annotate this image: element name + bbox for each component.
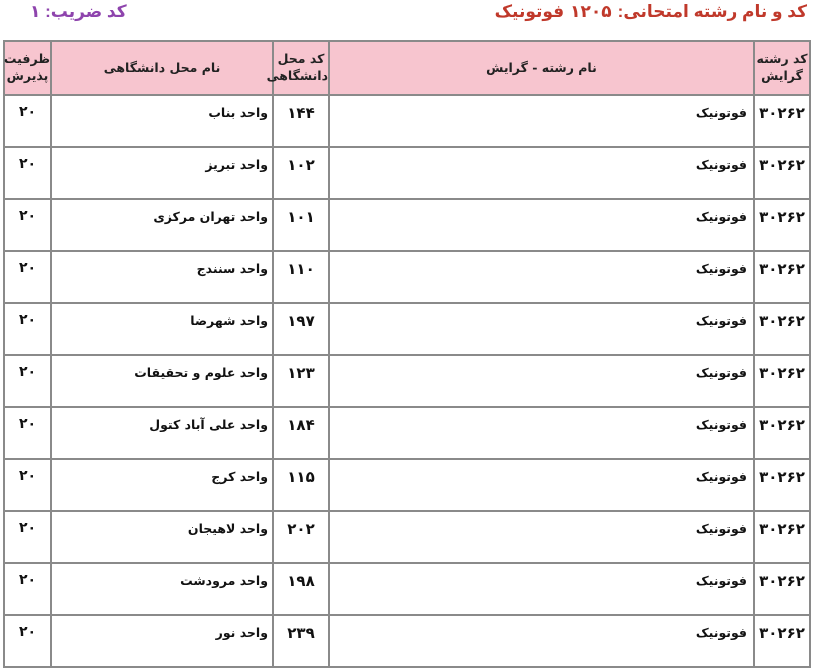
cell-field-name: فوتونیک	[329, 563, 754, 615]
table-header-row	[4, 41, 810, 95]
cell-capacity: ۲۰	[4, 459, 51, 511]
cell-uni-name: واحد علوم و تحقیقات	[51, 355, 273, 407]
cell-field-code: ۳۰۲۶۲	[754, 199, 810, 251]
cell-uni-code: ۱۰۲	[273, 147, 329, 199]
cell-uni-code: ۱۰۱	[273, 199, 329, 251]
coefficient-code: کد ضریب: ۱	[30, 2, 127, 21]
cell-uni-name: واحد لاهیجان	[51, 511, 273, 563]
column-header-capacity: ظرفیت پذیرش	[4, 41, 51, 95]
cell-field-code: ۳۰۲۶۲	[754, 355, 810, 407]
table-row	[4, 251, 810, 303]
cell-field-code: ۳۰۲۶۲	[754, 563, 810, 615]
exam-code: ۱۲۰۵	[570, 2, 612, 21]
cell-uni-name: واحد تهران مرکزی	[51, 199, 273, 251]
cell-uni-code: ۱۲۳	[273, 355, 329, 407]
cell-uni-name: واحد علی آباد کتول	[51, 407, 273, 459]
cell-capacity: ۲۰	[4, 407, 51, 459]
exam-title	[495, 2, 807, 22]
cell-uni-code: ۱۹۷	[273, 303, 329, 355]
cell-field-code: ۳۰۲۶۲	[754, 615, 810, 667]
cell-field-name: فوتونیک	[329, 355, 754, 407]
cell-field-code: ۳۰۲۶۲	[754, 147, 810, 199]
cell-uni-code: ۱۱۰	[273, 251, 329, 303]
cell-capacity: ۲۰	[4, 95, 51, 147]
cell-uni-code: ۱۸۴	[273, 407, 329, 459]
cell-field-name: فوتونیک	[329, 615, 754, 667]
cell-field-code: ۳۰۲۶۲	[754, 511, 810, 563]
cell-capacity: ۲۰	[4, 355, 51, 407]
cell-capacity: ۲۰	[4, 251, 51, 303]
cell-field-name: فوتونیک	[329, 95, 754, 147]
cell-field-code: ۳۰۲۶۲	[754, 459, 810, 511]
cell-capacity: ۲۰	[4, 147, 51, 199]
cell-capacity: ۲۰	[4, 511, 51, 563]
column-header-field-code: کد رشته گرایش	[754, 41, 810, 95]
cell-uni-name: واحد بناب	[51, 95, 273, 147]
cell-uni-code: ۱۱۵	[273, 459, 329, 511]
programs-table	[3, 40, 811, 668]
exam-name: فوتونیک	[494, 2, 565, 21]
table-row	[4, 407, 810, 459]
cell-uni-name: واحد شهرضا	[51, 303, 273, 355]
cell-field-code: ۳۰۲۶۲	[754, 95, 810, 147]
table-row	[4, 563, 810, 615]
table-row	[4, 303, 810, 355]
cell-field-name: فوتونیک	[329, 407, 754, 459]
cell-uni-code: ۲۰۲	[273, 511, 329, 563]
cell-uni-name: واحد کرج	[51, 459, 273, 511]
cell-uni-name: واحد مرودشت	[51, 563, 273, 615]
cell-capacity: ۲۰	[4, 199, 51, 251]
cell-field-name: فوتونیک	[329, 511, 754, 563]
table-row	[4, 615, 810, 667]
cell-capacity: ۲۰	[4, 615, 51, 667]
table-row	[4, 147, 810, 199]
cell-uni-code: ۲۳۹	[273, 615, 329, 667]
table-row	[4, 95, 810, 147]
cell-field-code: ۳۰۲۶۲	[754, 251, 810, 303]
column-header-uni-code: کد محل دانشگاهی	[273, 41, 329, 95]
cell-field-name: فوتونیک	[329, 199, 754, 251]
cell-uni-name: واحد سنندج	[51, 251, 273, 303]
column-header-uni-name: نام محل دانشگاهی	[51, 41, 273, 95]
table-row	[4, 459, 810, 511]
cell-uni-code: ۱۹۸	[273, 563, 329, 615]
cell-capacity: ۲۰	[4, 563, 51, 615]
cell-field-code: ۳۰۲۶۲	[754, 303, 810, 355]
cell-field-name: فوتونیک	[329, 251, 754, 303]
cell-uni-name: واحد تبریز	[51, 147, 273, 199]
exam-title-label: کد و نام رشته امتحانی:	[617, 2, 807, 21]
cell-field-name: فوتونیک	[329, 147, 754, 199]
table-row	[4, 199, 810, 251]
cell-field-code: ۳۰۲۶۲	[754, 407, 810, 459]
cell-capacity: ۲۰	[4, 303, 51, 355]
cell-field-name: فوتونیک	[329, 303, 754, 355]
cell-uni-name: واحد نور	[51, 615, 273, 667]
cell-field-name: فوتونیک	[329, 459, 754, 511]
table-row	[4, 355, 810, 407]
cell-uni-code: ۱۴۴	[273, 95, 329, 147]
table-row	[4, 511, 810, 563]
column-header-field-name: نام رشته - گرایش	[329, 41, 754, 95]
